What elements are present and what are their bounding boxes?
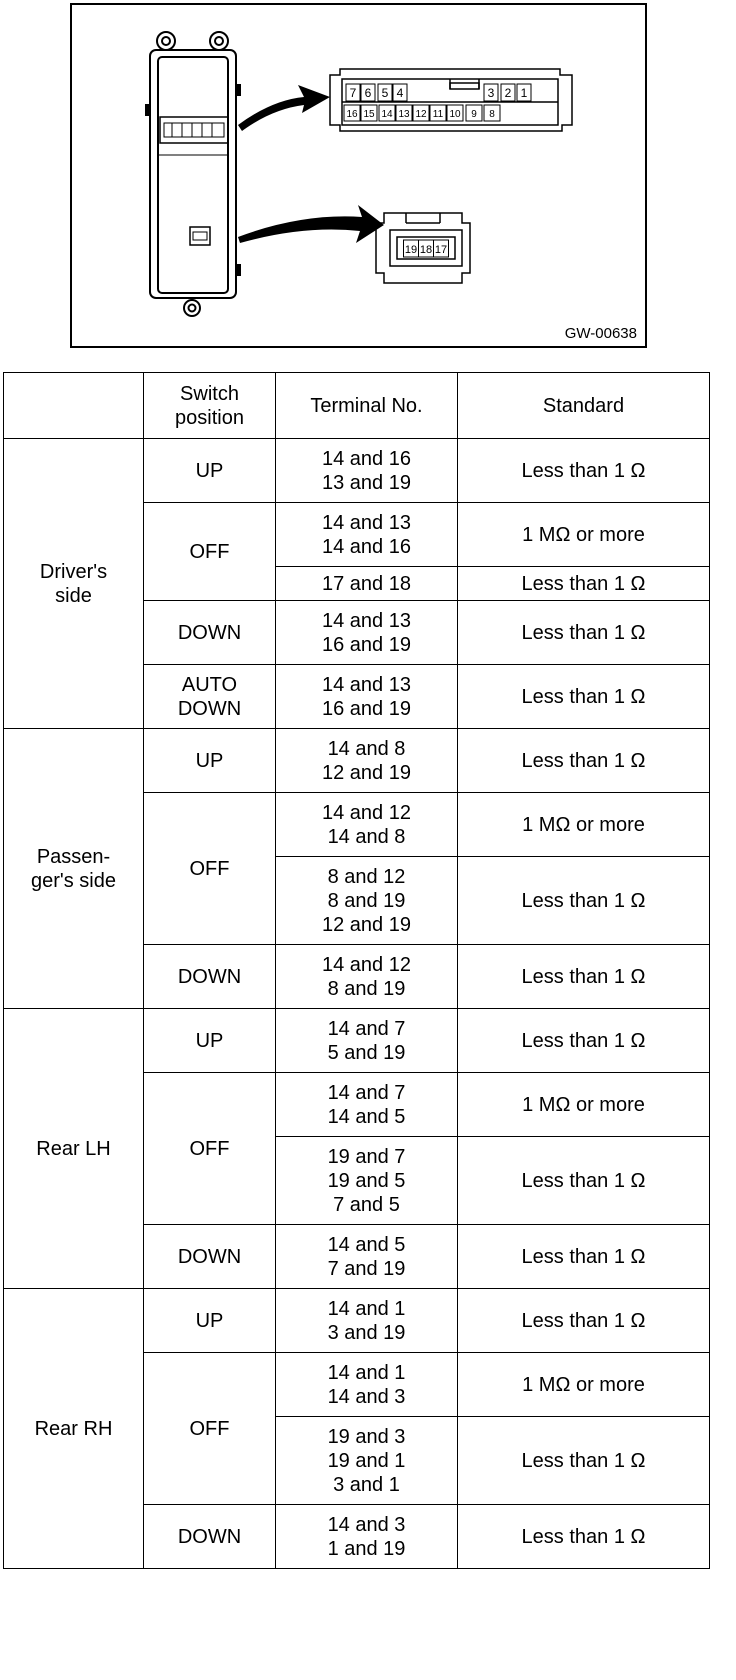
pin-top-label: 7 (349, 86, 357, 100)
terminal-cell: 14 and 8 12 and 19 (276, 729, 458, 793)
standard-cell: Less than 1 Ω (458, 567, 710, 601)
header-switch-position: Switch position (144, 373, 276, 439)
position-cell: OFF (144, 503, 276, 601)
pin-bottom-label: 9 (471, 109, 477, 120)
terminal-cell: 14 and 13 14 and 16 (276, 503, 458, 567)
position-cell: UP (144, 1009, 276, 1073)
position-cell: UP (144, 729, 276, 793)
standard-cell: Less than 1 Ω (458, 945, 710, 1009)
figure-code: GW-00638 (564, 325, 637, 342)
standard-cell: 1 MΩ or more (458, 503, 710, 567)
position-cell: AUTO DOWN (144, 665, 276, 729)
standard-cell: 1 MΩ or more (458, 1353, 710, 1417)
terminal-cell: 17 and 18 (276, 567, 458, 601)
standard-cell: 1 MΩ or more (458, 793, 710, 857)
pin-bottom-label: 16 (346, 109, 358, 120)
terminal-cell: 19 and 7 19 and 5 7 and 5 (276, 1137, 458, 1225)
header-group (4, 373, 144, 439)
switch-body (146, 32, 240, 316)
standard-cell: Less than 1 Ω (458, 729, 710, 793)
table-row (4, 1009, 710, 1073)
arrow-bottom (238, 205, 384, 243)
terminal-cell: 14 and 13 16 and 19 (276, 665, 458, 729)
standard-cell: Less than 1 Ω (458, 1505, 710, 1569)
position-cell: DOWN (144, 1225, 276, 1289)
position-cell: DOWN (144, 601, 276, 665)
header-terminal-no: Terminal No. (276, 373, 458, 439)
pin-bottom-label: 13 (398, 109, 410, 120)
switch-connector-figure (70, 3, 647, 348)
table-row (4, 1289, 710, 1353)
position-cell: OFF (144, 1353, 276, 1505)
standard-cell: Less than 1 Ω (458, 857, 710, 945)
terminal-cell: 14 and 16 13 and 19 (276, 439, 458, 503)
terminal-cell: 8 and 12 8 and 19 12 and 19 (276, 857, 458, 945)
standard-cell: Less than 1 Ω (458, 1137, 710, 1225)
group-driver-side: Driver's side (4, 439, 144, 729)
pin-bottom-label: 8 (489, 109, 495, 120)
pin-bottom-label: 15 (363, 109, 375, 120)
group-passenger-side: Passen- ger's side (4, 729, 144, 1009)
terminal-cell: 14 and 3 1 and 19 (276, 1505, 458, 1569)
position-cell: UP (144, 1289, 276, 1353)
position-cell: OFF (144, 1073, 276, 1225)
terminal-cell: 14 and 1 14 and 3 (276, 1353, 458, 1417)
pin-top-label: 2 (504, 86, 512, 100)
header-standard: Standard (458, 373, 710, 439)
terminal-cell: 14 and 7 5 and 19 (276, 1009, 458, 1073)
pin-top-label: 4 (396, 86, 404, 100)
connector-diagram (72, 5, 645, 346)
arrow-top (238, 85, 330, 131)
standard-cell: Less than 1 Ω (458, 1009, 710, 1073)
pin-bottom-label: 10 (449, 109, 461, 120)
pin-top-label: 6 (364, 86, 372, 100)
standard-cell: Less than 1 Ω (458, 1225, 710, 1289)
pin-top-label: 5 (381, 86, 389, 100)
table-row (4, 439, 710, 503)
connector-16pin (330, 69, 572, 131)
terminal-cell: 14 and 13 16 and 19 (276, 601, 458, 665)
terminal-cell: 14 and 5 7 and 19 (276, 1225, 458, 1289)
group-rear-rh: Rear RH (4, 1289, 144, 1569)
standard-cell: Less than 1 Ω (458, 601, 710, 665)
terminal-cell: 14 and 12 8 and 19 (276, 945, 458, 1009)
position-cell: UP (144, 439, 276, 503)
pin-bottom-label: 12 (415, 109, 427, 120)
pin-3pin-label: 19 (404, 244, 418, 256)
terminal-cell: 19 and 3 19 and 1 3 and 1 (276, 1417, 458, 1505)
pin-top-label: 1 (520, 86, 528, 100)
pin-bottom-label: 11 (432, 109, 444, 120)
pin-bottom-label: 14 (381, 109, 393, 120)
terminal-cell: 14 and 12 14 and 8 (276, 793, 458, 857)
position-cell: OFF (144, 793, 276, 945)
standard-cell: Less than 1 Ω (458, 665, 710, 729)
pin-top-label: 3 (487, 86, 495, 100)
standard-cell: Less than 1 Ω (458, 1417, 710, 1505)
terminal-cell: 14 and 7 14 and 5 (276, 1073, 458, 1137)
table-row (4, 729, 710, 793)
standard-cell: 1 MΩ or more (458, 1073, 710, 1137)
table-header-row (4, 373, 710, 439)
standard-cell: Less than 1 Ω (458, 439, 710, 503)
terminal-cell: 14 and 1 3 and 19 (276, 1289, 458, 1353)
pin-3pin-label: 18 (419, 244, 433, 256)
resistance-standard-table (3, 372, 710, 1569)
group-rear-lh: Rear LH (4, 1009, 144, 1289)
position-cell: DOWN (144, 945, 276, 1009)
pin-3pin-label: 17 (434, 244, 448, 256)
position-cell: DOWN (144, 1505, 276, 1569)
standard-cell: Less than 1 Ω (458, 1289, 710, 1353)
